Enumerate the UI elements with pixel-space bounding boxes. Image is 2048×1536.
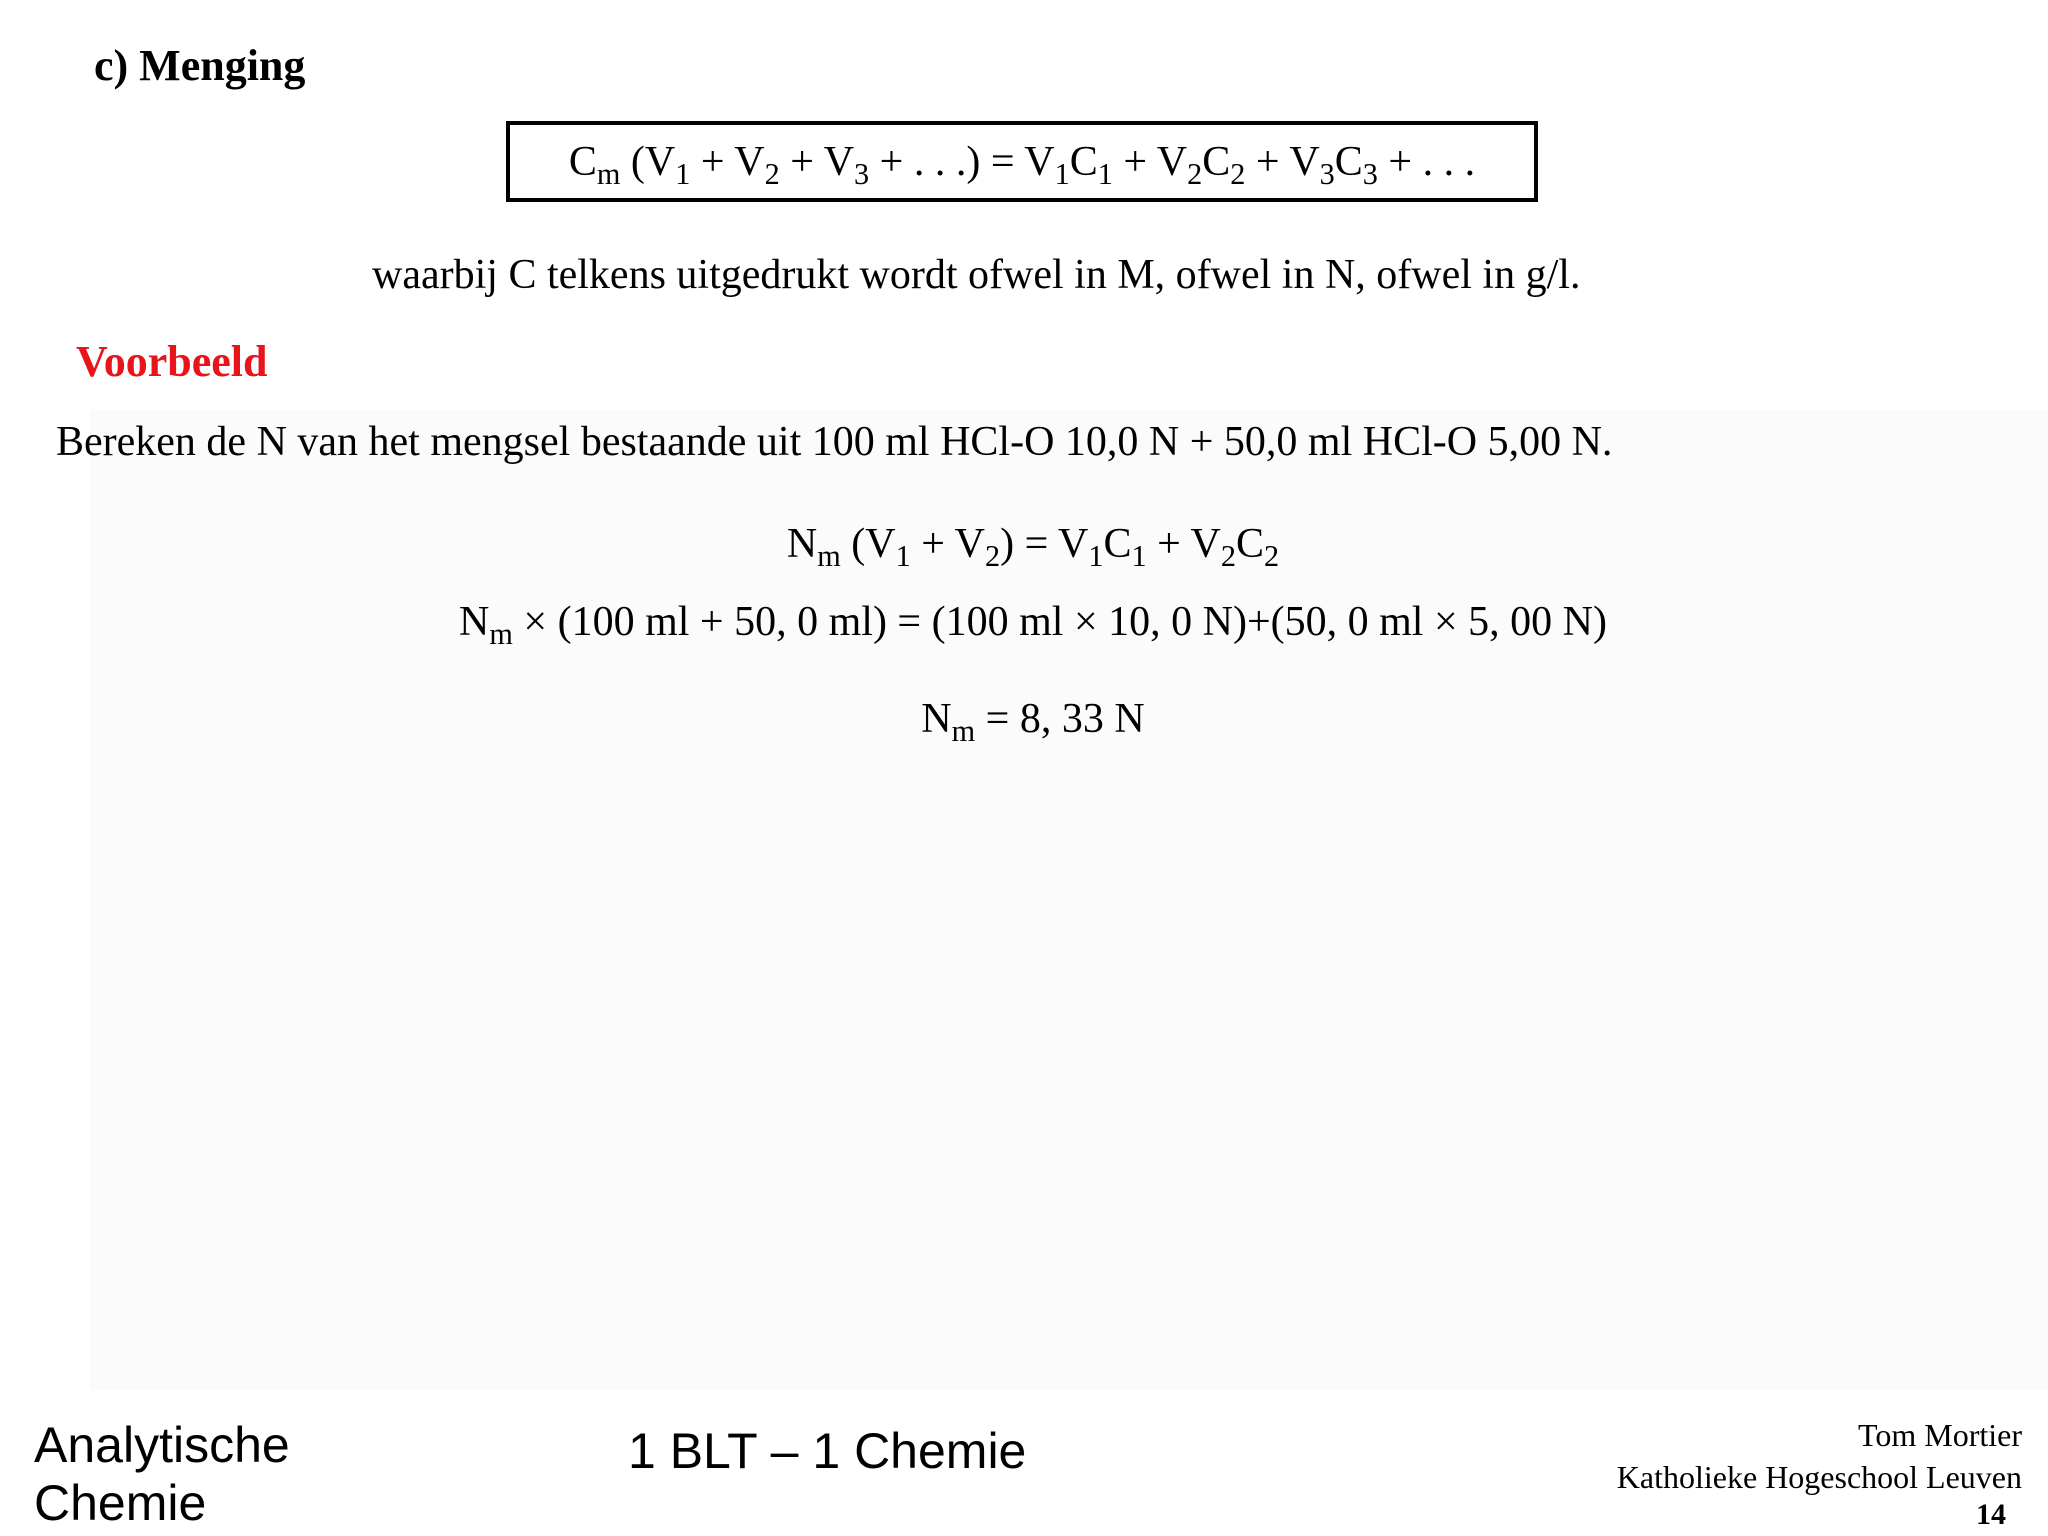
footer-course: Analytische Chemie bbox=[34, 1417, 290, 1531]
subscript: 1 bbox=[1088, 539, 1104, 574]
page-number: 14 bbox=[1976, 1498, 2006, 1531]
subscript: 2 bbox=[984, 539, 1001, 574]
subscript: 1 bbox=[1054, 156, 1070, 191]
equation-general: $N_m$ $(V_1 + V_2) = V_1C_1 + V_2C_2$ bbox=[786, 521, 1280, 574]
subscript: 2 bbox=[1230, 156, 1246, 191]
example-question: Bereken de N van het mengsel bestaande uit 100 ml HCl-O 10,0 N + 50,0 ml HCl-O 5,00 N. bbox=[56, 419, 1613, 465]
equation-result: $N_m = 8$, 33 N bbox=[921, 696, 1145, 749]
subscript: m bbox=[951, 714, 976, 749]
subscript: 3 bbox=[1319, 156, 1335, 191]
subscript: 3 bbox=[854, 156, 870, 191]
footer-school: Katholieke Hogeschool Leuven bbox=[1616, 1459, 2022, 1495]
subscript: m bbox=[596, 156, 621, 191]
subscript: 1 bbox=[895, 539, 911, 574]
subscript: 2 bbox=[1187, 156, 1203, 191]
subscript: m bbox=[489, 617, 513, 652]
subscript: m bbox=[817, 539, 841, 574]
equation-substituted: $N_m \times (100$ ml + 50, 0 ml) = (100 ml × 10, 0 N)+(50, 0 ml × 5, 00 N) bbox=[459, 599, 1607, 652]
subscript: 3 bbox=[1362, 156, 1378, 191]
section-title: c) Menging bbox=[94, 41, 306, 90]
mixing-formula-box bbox=[506, 121, 1538, 202]
subscript: 1 bbox=[1097, 156, 1113, 191]
subscript: 2 bbox=[1264, 539, 1280, 574]
footer-author: Tom Mortier bbox=[1858, 1417, 2022, 1453]
subscript: 1 bbox=[1131, 539, 1147, 574]
footer-credits bbox=[1617, 1414, 2022, 1498]
mixing-formula: $C_m$ ($V_1 + V_2 + V_3$ + . . .) = $V_1C_1 + V_2C_2 + V_3C_3$ + . . . bbox=[568, 138, 1476, 191]
subscript: 2 bbox=[1220, 539, 1236, 574]
subscript: 2 bbox=[764, 156, 780, 191]
subscript: 1 bbox=[675, 156, 691, 191]
unit-note: waarbij C telkens uitgedrukt wordt ofwel in M, ofwel in N, ofwel in g/l. bbox=[372, 252, 1581, 298]
footer-program: 1 BLT – 1 Chemie bbox=[628, 1423, 1027, 1479]
example-title: Voorbeeld bbox=[76, 337, 268, 386]
